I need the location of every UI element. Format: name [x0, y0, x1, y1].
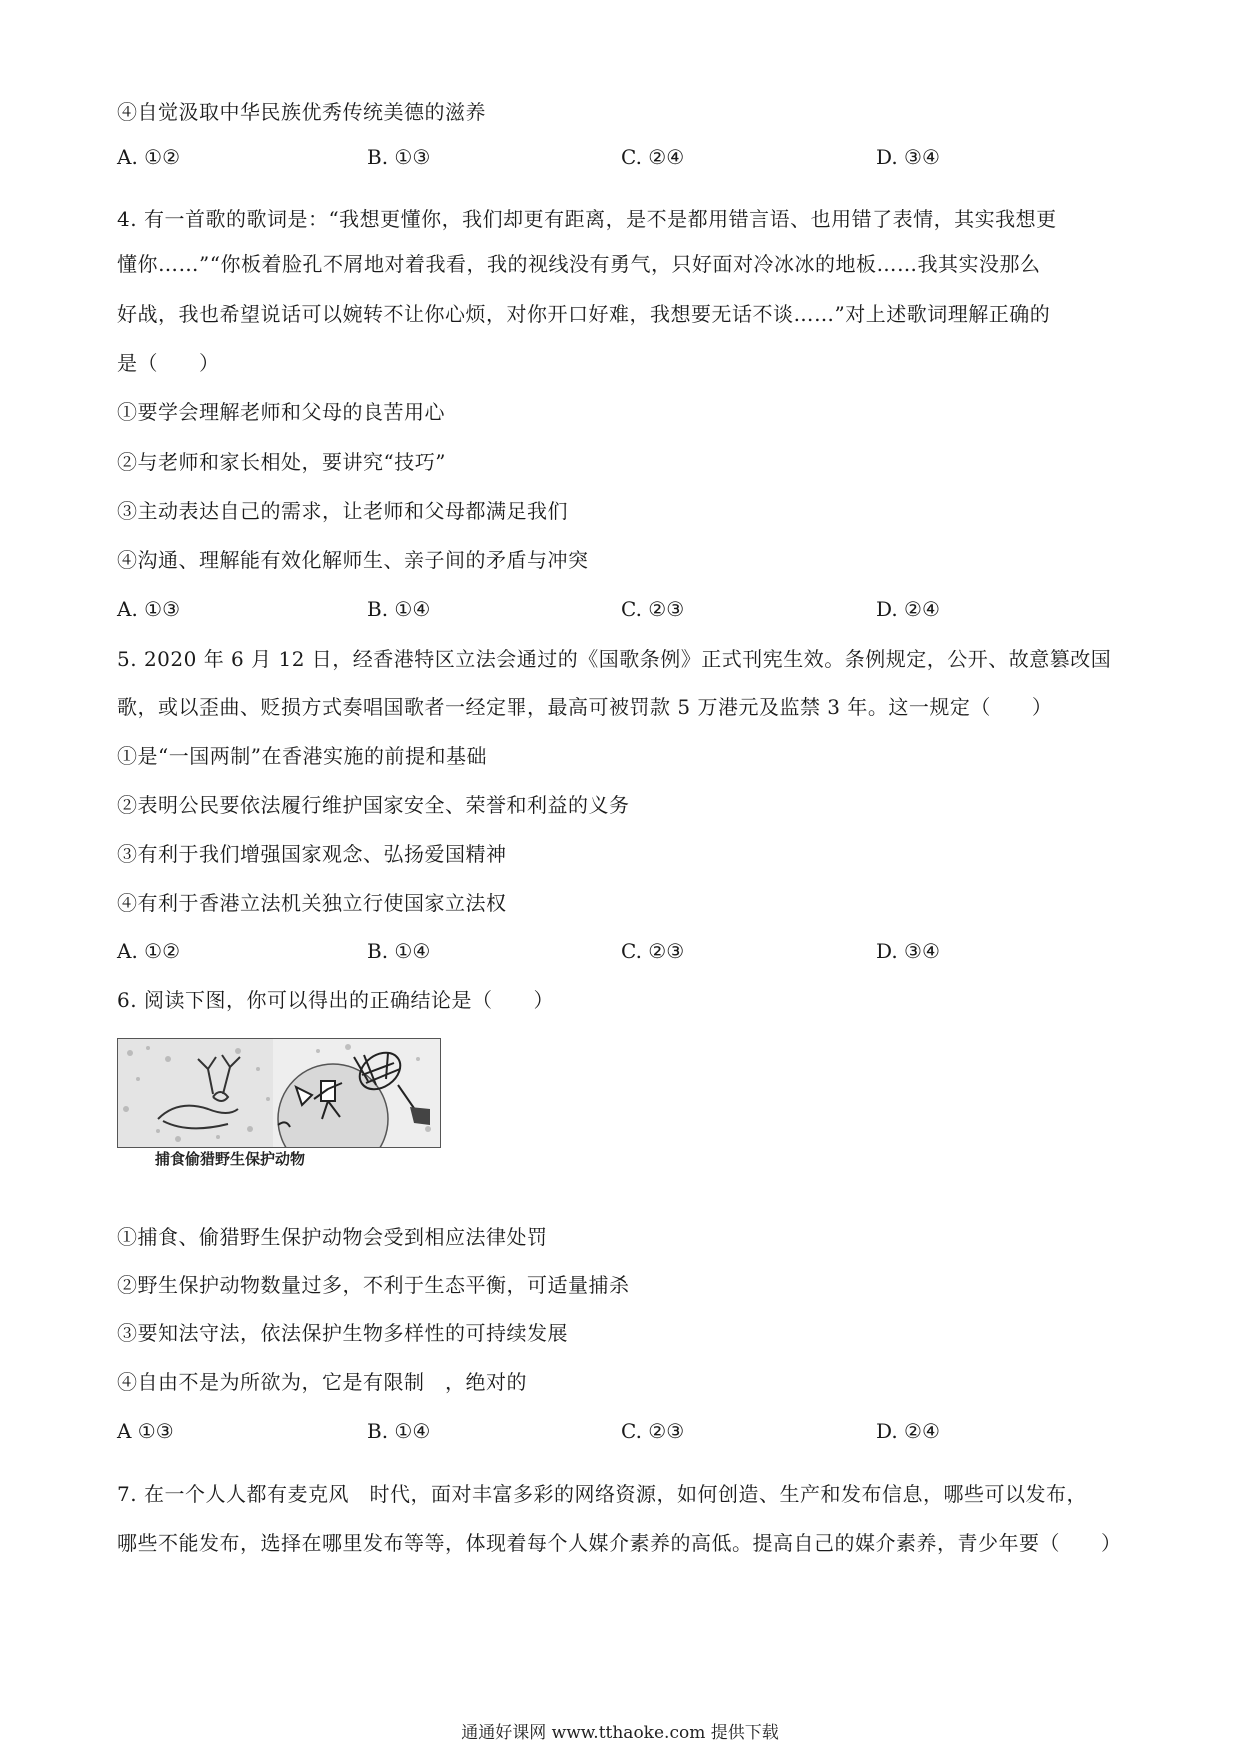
q3-option-b: B. ①③	[367, 145, 431, 169]
q6-option-c: C. ②③	[621, 1419, 685, 1443]
cartoon-illustration	[118, 1039, 440, 1147]
q4-item-4: ④沟通、理解能有效化解师生、亲子间的矛盾与冲突	[117, 548, 589, 572]
q5-stem-line-1: 5. 2020 年 6 月 12 日，经香港特区立法会通过的《国歌条例》正式刊宪生效。条例规定，公开、故意篡改国	[117, 647, 1112, 671]
q5-option-a: A. ①②	[117, 939, 181, 963]
q5-stem-line-2: 歌，或以歪曲、贬损方式奏唱国歌者一经定罪，最高可被罚款 5 万港元及监禁 3 年。这一规定（ ）	[117, 695, 1053, 719]
q4-option-c: C. ②③	[621, 597, 685, 621]
q7-stem-line-1: 7. 在一个人人都有麦克风 时代，面对丰富多彩的网络资源，如何创造、生产和发布信息，哪些可以发布，	[117, 1482, 1087, 1506]
q3-item-4: ④自觉汲取中华民族优秀传统美德的滋养	[117, 100, 486, 124]
figure-caption: 捕食偷猎野生保护动物	[155, 1150, 306, 1168]
q4-item-1: ①要学会理解老师和父母的良苦用心	[117, 400, 445, 424]
q5-option-c: C. ②③	[621, 939, 685, 963]
q4-stem-line-4: 是（ ）	[117, 351, 220, 375]
q4-stem-line-3: 好战，我也希望说话可以婉转不让你心烦，对你开口好难，我想要无话不谈……”对上述歌词理解正确的	[117, 302, 1051, 326]
q6-item-1: ①捕食、偷猎野生保护动物会受到相应法律处罚	[117, 1225, 548, 1249]
q6-option-b: B. ①④	[367, 1419, 431, 1443]
q5-item-2: ②表明公民要依法履行维护国家安全、荣誉和利益的义务	[117, 793, 630, 817]
q4-option-d: D. ②④	[876, 597, 940, 621]
cartoon-figure	[117, 1038, 441, 1148]
q4-item-3: ③主动表达自己的需求，让老师和父母都满足我们	[117, 499, 568, 523]
q6-item-3: ③要知法守法，依法保护生物多样性的可持续发展	[117, 1321, 568, 1345]
q5-item-1: ①是“一国两制”在香港实施的前提和基础	[117, 744, 487, 768]
q4-item-2: ②与老师和家长相处，要讲究“技巧”	[117, 450, 446, 474]
q6-item-2: ②野生保护动物数量过多，不利于生态平衡，可适量捕杀	[117, 1273, 630, 1297]
q4-option-a: A. ①③	[117, 597, 181, 621]
q4-stem-line-2: 懂你……”“你板着脸孔不屑地对着我看，我的视线没有勇气，只好面对冷冰冰的地板……我其实没那么	[117, 252, 1041, 276]
page-footer: 通通好课网 www.tthaoke.com 提供下载	[461, 1723, 779, 1743]
q4-stem-line-1: 4. 有一首歌的歌词是：“我想更懂你，我们却更有距离，是不是都用错言语、也用错了表情，其实我想更	[117, 207, 1057, 231]
q3-option-d: D. ③④	[876, 145, 940, 169]
q6-option-a: A ①③	[117, 1419, 174, 1443]
q5-option-d: D. ③④	[876, 939, 940, 963]
q4-option-b: B. ①④	[367, 597, 431, 621]
q6-stem: 6. 阅读下图，你可以得出的正确结论是（ ）	[117, 988, 554, 1012]
q6-option-d: D. ②④	[876, 1419, 940, 1443]
q5-item-4: ④有利于香港立法机关独立行使国家立法权	[117, 891, 507, 915]
q3-option-a: A. ①②	[117, 145, 181, 169]
q7-stem-line-2: 哪些不能发布，选择在哪里发布等等，体现着每个人媒介素养的高低。提高自己的媒介素养，青少年要（ ）	[117, 1531, 1122, 1555]
q3-option-c: C. ②④	[621, 145, 685, 169]
q5-option-b: B. ①④	[367, 939, 431, 963]
q5-item-3: ③有利于我们增强国家观念、弘扬爱国精神	[117, 842, 507, 866]
q6-item-4: ④自由不是为所欲为，它是有限制 ，绝对的	[117, 1370, 527, 1394]
